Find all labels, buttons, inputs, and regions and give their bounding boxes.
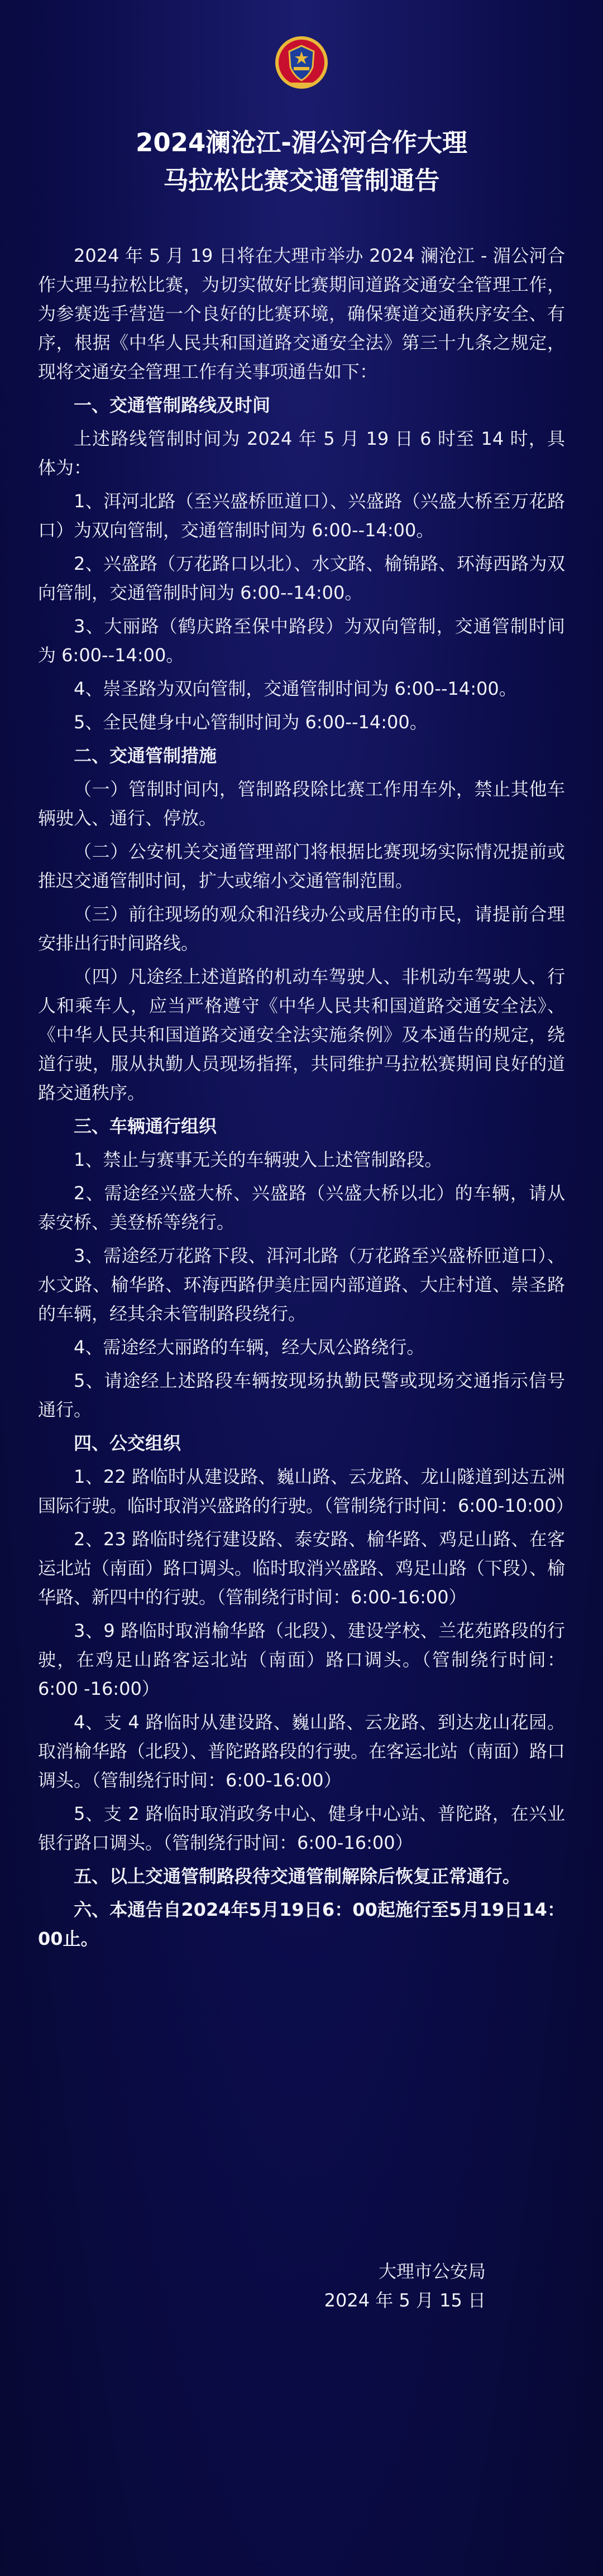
title-line-2: 马拉松比赛交通管制通告	[163, 166, 440, 195]
body-paragraph: 3、需途经万花路下段、洱河北路（万花路至兴盛桥匝道口）、水文路、榆华路、环海西路伊美庄园内部道路、大庄村道、崇圣路的车辆，经其余未管制路段绕行。	[38, 1245, 565, 1324]
section-heading: 三、车辆通行组织	[74, 1116, 217, 1137]
notice-title	[0, 124, 603, 200]
notice-body	[38, 241, 574, 1958]
section-heading: 二、交通管制措施	[74, 745, 217, 766]
body-paragraph: 1、禁止与赛事无关的车辆驶入上述管制路段。	[74, 1149, 443, 1170]
body-paragraph: 4、支 4 路临时从建设路、巍山路、云龙路、到达龙山花园。取消榆华路（北段）、普陀路路段的行驶。在客运北站（南面）路口调头。（管制绕行时间：6:00-16:00）	[38, 1712, 566, 1791]
title-line-1: 2024澜沧江-湄公河合作大理	[136, 128, 467, 157]
body-paragraph: 2、需途经兴盛大桥、兴盛路（兴盛大桥以北）的车辆，请从泰安桥、美登桥等绕行。	[38, 1183, 565, 1233]
closing-paragraph: 五、以上交通管制路段待交通管制解除后恢复正常通行。	[74, 1866, 521, 1887]
body-paragraph: 1、22 路临时从建设路、巍山路、云龙路、龙山隧道到达五洲国际行驶。临时取消兴盛路的行驶。（管制绕行时间：6:00-10:00）	[38, 1466, 574, 1516]
body-paragraph: （一）管制时间内，管制路段除比赛工作用车外，禁止其他车辆驶入、通行、停放。	[38, 778, 565, 829]
signature-block	[262, 2257, 486, 2315]
issuing-organization: 大理市公安局	[378, 2261, 486, 2282]
body-paragraph: 2、兴盛路（万花路口以北）、水文路、榆锦路、环海西路为双向管制，交通管制时间为 6:00--14:00。	[38, 553, 565, 603]
body-paragraph: 上述路线管制时间为 2024 年 5 月 19 日 6 时至 14 时，具体为：	[38, 428, 565, 478]
body-paragraph: 3、大丽路（鹤庆路至保中路段）为双向管制，交通管制时间为 6:00--14:00。	[38, 616, 565, 666]
police-emblem-icon	[274, 35, 329, 90]
body-paragraph: 2、23 路临时绕行建设路、泰安路、榆华路、鸡足山路、在客运北站（南面）路口调头。临时取消兴盛路、鸡足山路（下段）、榆华路、新四中的行驶。（管制绕行时间：6:00-16:00）	[38, 1529, 566, 1608]
body-paragraph: （四）凡途经上述道路的机动车驾驶人、非机动车驾驶人、行人和乘车人，应当严格遵守《中华人民共和国道路交通安全法》、《中华人民共和国道路交通安全法实施条例》及本通告的规定，绕道行驶，服从执勤人员现场指挥，共同维护马拉松赛期间良好的道路交通秩序。	[38, 966, 565, 1103]
section-heading: 一、交通管制路线及时间	[74, 395, 271, 416]
body-paragraph: 1、洱河北路（至兴盛桥匝道口）、兴盛路（兴盛大桥至万花路口）为双向管制，交通管制时间为 6:00--14:00。	[38, 491, 565, 541]
body-paragraph: 5、请途经上述路段车辆按现场执勤民警或现场交通指示信号通行。	[38, 1370, 565, 1420]
body-paragraph: 3、9 路临时取消榆华路（北段）、建设学校、兰花苑路段的行驶，在鸡足山路客运北站（南面）路口调头。（管制绕行时间：6:00 -16:00）	[38, 1620, 565, 1699]
closing-paragraph: 六、本通告自2024年5月19日6：00起施行至5月19日14：00止。	[38, 1899, 565, 1949]
body-paragraph: 5、全民健身中心管制时间为 6:00--14:00。	[74, 712, 428, 733]
body-paragraph: 4、崇圣路为双向管制，交通管制时间为 6:00--14:00。	[74, 678, 517, 699]
issue-date: 2024 年 5 月 15 日	[324, 2290, 486, 2311]
body-paragraph: 5、支 2 路临时取消政务中心、健身中心站、普陀路，在兴业银行路口调头。（管制绕行时间：6:00-16:00）	[38, 1803, 565, 1853]
body-paragraph: （三）前往现场的观众和沿线办公或居住的市民，请提前合理安排出行时间路线。	[38, 903, 565, 954]
intro-paragraph: 2024 年 5 月 19 日将在大理市举办 2024 澜沧江 - 湄公河合作大理马拉松比赛，为切实做好比赛期间道路交通安全管理工作，为参赛选手营造一个良好的比赛环境，确保赛道交通秩序安全、有序，根据《中华人民共和国道路交通安全法》第三十九条之规定，现将交通安全管理工作有关事项通告如下：	[38, 245, 565, 382]
body-paragraph: （二）公安机关交通管理部门将根据比赛现场实际情况提前或推迟交通管制时间，扩大或缩小交通管制范围。	[38, 841, 565, 891]
section-heading: 四、公交组织	[74, 1433, 181, 1454]
body-paragraph: 4、需途经大丽路的车辆，经大凤公路绕行。	[74, 1337, 425, 1358]
